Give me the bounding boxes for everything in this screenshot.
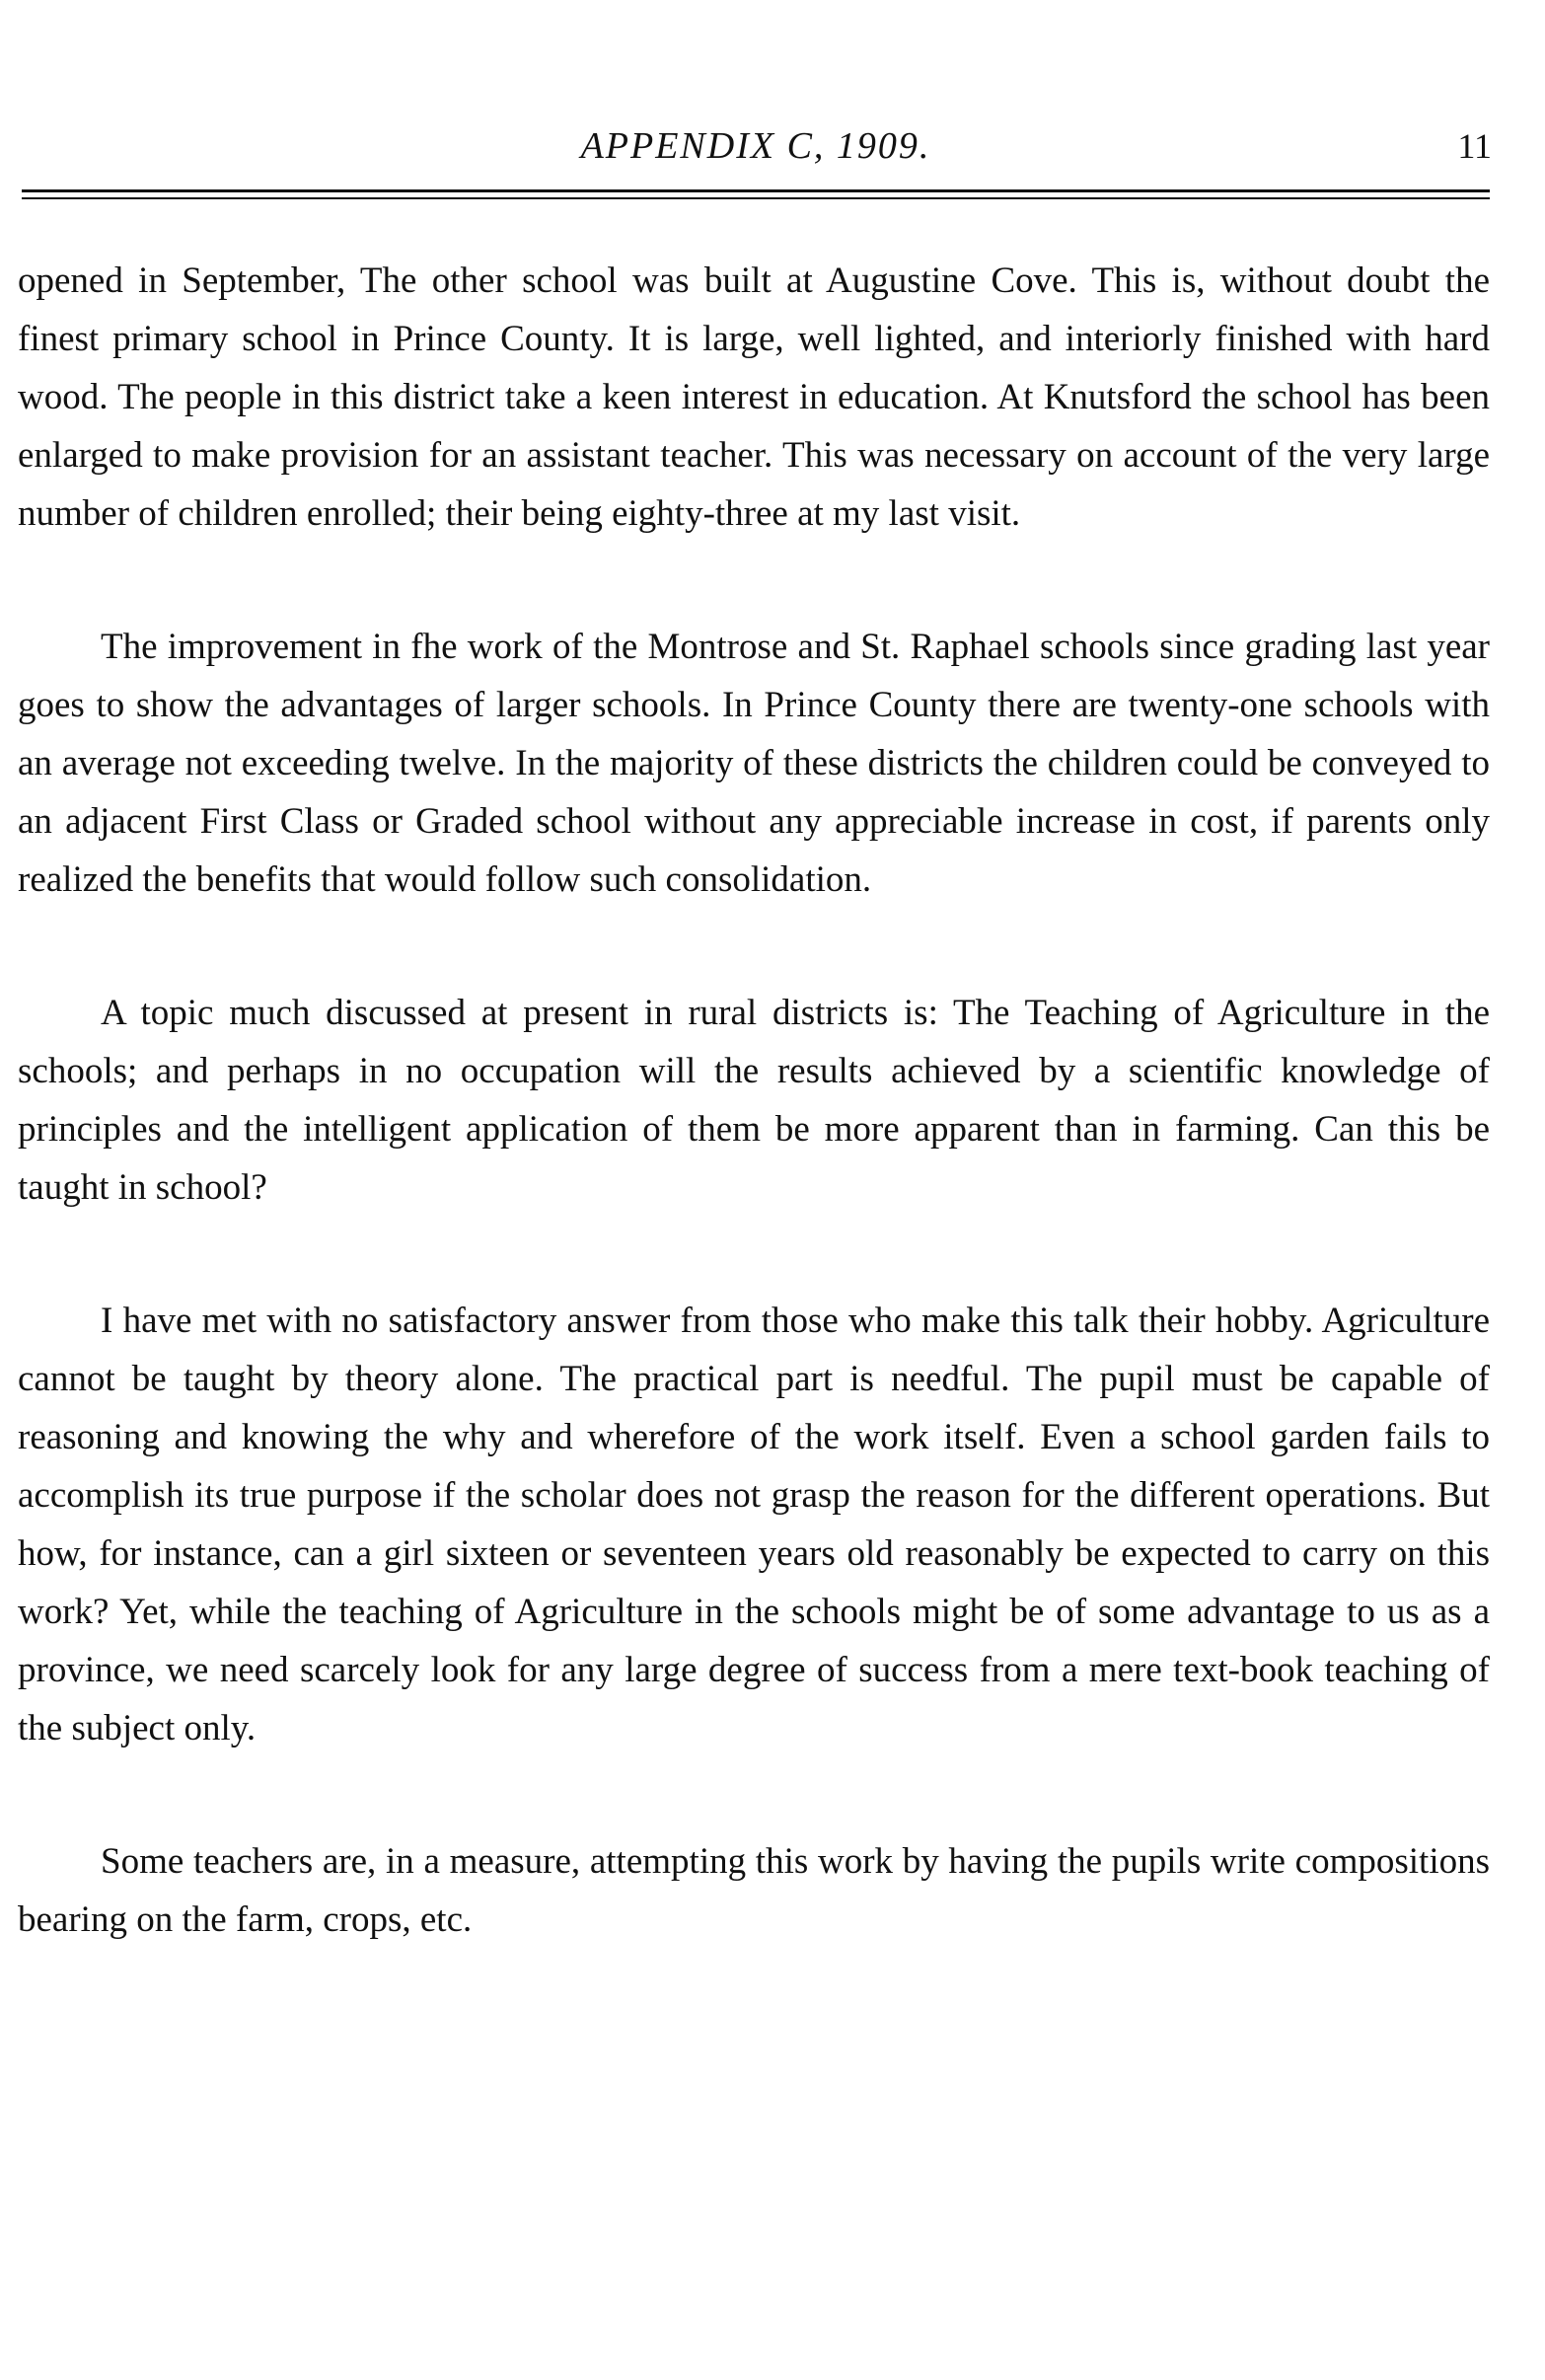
- paragraph-5: Some teachers are, in a measure, attempting this work by having the pupils write compositions bearing on the farm, crops, etc.: [18, 1841, 1490, 1940]
- body-text: [18, 252, 1490, 2024]
- header-rule: [22, 189, 1490, 192]
- paragraph-2: The improvement in fhe work of the Montrose and St. Raphael schools since grading last year goes to show the advantages of larger schools. In Prince County there are twenty-one schools with an average not exceeding twelve. In the majority of these districts the children could be conveyed to an adjacent First Class or Graded school without any appreciable increase in cost, if parents only realized the benefits that would follow such consolidation.: [18, 627, 1490, 900]
- paragraph-4: I have met with no satisfactory answer from those who make this talk their hobby. Agriculture cannot be taught by theory alone. The practical part is needful. The pupil must be capable of reasoning and knowing the why and wherefore of the work itself. Even a school garden fails to accomplish its true purpose if the scholar does not grasp the reason for the different operations. But how, for instance, can a girl sixteen or seventeen years old reasonably be expected to carry on this work? Yet, while the teaching of Agriculture in the schools might be of some advantage to us as a province, we need scarcely look for any large degree of success from a mere text-book teaching of the subject only.: [18, 1301, 1490, 1748]
- paragraph-1: opened in September, The other school was built at Augustine Cove. This is, without doubt the finest primary school in Prince County. It is large, well lighted, and interiorly finished with hard wood. The people in this district take a keen interest in education. At Knutsford the school has been enlarged to make provision for an assistant teacher. This was necessary on account of the very large number of children enrolled; their being eighty-three at my last visit.: [18, 260, 1490, 534]
- header-rule-secondary: [22, 197, 1490, 199]
- page-number: 11: [1457, 126, 1492, 166]
- running-head: APPENDIX C, 1909.: [580, 125, 931, 167]
- page-header: [20, 116, 1492, 176]
- paragraph-3: A topic much discussed at present in rural districts is: The Teaching of Agriculture in the schools; and perhaps in no occupation will the results achieved by a scientific knowledge of principles and the intelligent application of them be more apparent than in farming. Can this be taught in school?: [18, 993, 1490, 1208]
